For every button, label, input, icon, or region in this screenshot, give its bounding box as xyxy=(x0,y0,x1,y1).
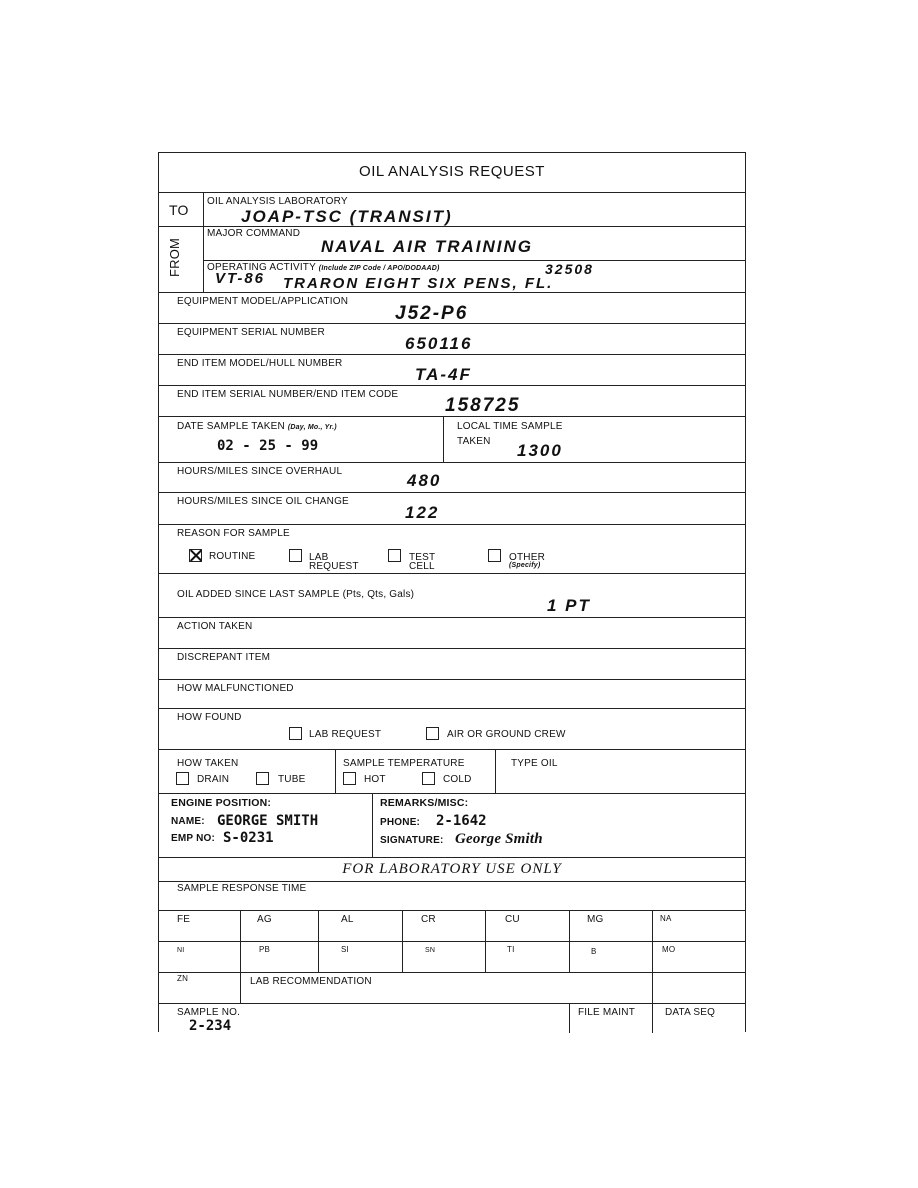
test-cell-checkbox[interactable] xyxy=(388,549,401,562)
to-label: TO xyxy=(169,202,189,218)
date-value[interactable]: 02 - 25 - 99 xyxy=(217,438,319,454)
how-found-row xyxy=(159,709,745,750)
to-row xyxy=(159,193,745,227)
lab-label: OIL ANALYSIS LABORATORY xyxy=(207,196,348,207)
remarks-label: REMARKS/MISC: xyxy=(380,797,469,809)
element-si: SI xyxy=(341,945,349,954)
form-title: OIL ANALYSIS REQUEST xyxy=(359,163,545,180)
cold-label: COLD xyxy=(443,774,472,785)
oil-analysis-request-form xyxy=(158,152,746,1032)
from-block xyxy=(159,227,745,293)
date-label: DATE SAMPLE TAKEN (Day, Mo., Yr.) xyxy=(177,421,337,432)
operating-activity-note: (Include ZIP Code / APO/DODAAD) xyxy=(318,265,440,272)
operating-activity-zip[interactable]: 32508 xyxy=(545,261,594,277)
how-found-crew-label: AIR OR GROUND CREW xyxy=(447,729,566,740)
oil-change-label: HOURS/MILES SINCE OIL CHANGE xyxy=(177,496,349,507)
engine-remarks-row xyxy=(159,794,745,858)
response-time-label: SAMPLE RESPONSE TIME xyxy=(177,883,307,894)
element-mg: MG xyxy=(587,914,604,925)
how-found-crew-checkbox[interactable] xyxy=(426,727,439,740)
elements-row-1 xyxy=(159,911,745,942)
how-taken-label: HOW TAKEN xyxy=(177,758,239,769)
local-time-label-2: TAKEN xyxy=(457,436,491,447)
title-row xyxy=(159,153,745,193)
element-cr: CR xyxy=(421,914,436,925)
element-ti: TI xyxy=(507,945,515,954)
drain-checkbox[interactable] xyxy=(176,772,189,785)
element-zn: ZN xyxy=(177,974,189,983)
drain-label: DRAIN xyxy=(197,774,230,785)
how-taken-row xyxy=(159,750,745,794)
elements-row-2 xyxy=(159,942,745,973)
type-oil-label: TYPE OIL xyxy=(511,758,558,769)
element-pb: PB xyxy=(259,945,271,954)
local-time-value[interactable]: 1300 xyxy=(517,441,563,460)
end-item-model-label: END ITEM MODEL/HULL NUMBER xyxy=(177,358,343,369)
sample-no-label: SAMPLE NO. xyxy=(177,1007,241,1018)
local-time-label-1: LOCAL TIME SAMPLE xyxy=(457,421,563,432)
action-label: ACTION TAKEN xyxy=(177,621,253,632)
end-item-model-value[interactable]: TA-4F xyxy=(415,365,472,384)
major-command-value[interactable]: NAVAL AIR TRAINING xyxy=(321,237,533,256)
date-note: (Day, Mo., Yr.) xyxy=(287,424,337,431)
lab-value[interactable]: JOAP-TSC (TRANSIT) xyxy=(241,207,453,226)
end-item-serial-row xyxy=(159,386,745,417)
routine-label: ROUTINE xyxy=(209,551,256,562)
temp-label: SAMPLE TEMPERATURE xyxy=(343,758,465,769)
sample-no-value[interactable]: 2-234 xyxy=(189,1018,232,1034)
equipment-serial-value[interactable]: 650116 xyxy=(405,334,473,353)
reason-label: REASON FOR SAMPLE xyxy=(177,528,290,539)
file-maint-label: FILE MAINT xyxy=(578,1007,636,1018)
end-item-model-row xyxy=(159,355,745,386)
discrepant-label: DISCREPANT ITEM xyxy=(177,652,271,663)
signature-label: SIGNATURE: xyxy=(380,835,444,846)
routine-checkbox[interactable] xyxy=(189,549,202,562)
overhaul-label: HOURS/MILES SINCE OVERHAUL xyxy=(177,466,343,477)
emp-label: EMP NO: xyxy=(171,833,215,844)
operating-activity-value[interactable]: TRARON EIGHT SIX PENS, FL. xyxy=(283,275,554,292)
hot-label: HOT xyxy=(364,774,386,785)
lab-recommendation-label: LAB RECOMMENDATION xyxy=(250,976,372,987)
reason-test-label-1: TEST xyxy=(409,552,436,563)
malfunction-row xyxy=(159,680,745,709)
reason-row xyxy=(159,525,745,574)
reason-lab-label-2: REQUEST xyxy=(309,561,359,572)
how-found-label: HOW FOUND xyxy=(177,712,242,723)
lab-recommendation-row xyxy=(159,973,745,1004)
lab-use-only-row xyxy=(159,858,745,882)
name-value[interactable]: GEORGE SMITH xyxy=(217,813,319,829)
oil-added-label: OIL ADDED SINCE LAST SAMPLE (Pts, Qts, Gals) xyxy=(177,589,415,600)
sample-no-row xyxy=(159,1004,745,1033)
element-sn: SN xyxy=(425,947,436,954)
equipment-model-value[interactable]: J52-P6 xyxy=(395,303,469,324)
element-al: AL xyxy=(341,914,354,925)
major-command-row xyxy=(203,227,745,261)
phone-label: PHONE: xyxy=(380,817,421,828)
operating-activity-label: OPERATING ACTIVITY (Include ZIP Code / APO/DODAAD) xyxy=(207,262,440,273)
signature-value[interactable]: George Smith xyxy=(455,831,543,847)
oil-change-value[interactable]: 122 xyxy=(405,503,440,522)
equipment-model-row xyxy=(159,293,745,324)
data-seq-label: DATA SEQ xyxy=(665,1007,716,1018)
tube-checkbox[interactable] xyxy=(256,772,269,785)
action-row xyxy=(159,618,745,649)
malfunction-label: HOW MALFUNCTIONED xyxy=(177,683,294,694)
element-na: NA xyxy=(660,914,672,923)
end-item-serial-label: END ITEM SERIAL NUMBER/END ITEM CODE xyxy=(177,389,399,400)
element-b: B xyxy=(591,947,597,956)
lab-request-checkbox[interactable] xyxy=(289,549,302,562)
oil-added-row xyxy=(159,574,745,618)
hot-checkbox[interactable] xyxy=(343,772,356,785)
overhaul-row xyxy=(159,463,745,493)
how-found-lab-checkbox[interactable] xyxy=(289,727,302,740)
emp-value[interactable]: S-0231 xyxy=(223,830,274,846)
date-row xyxy=(159,417,745,463)
phone-value[interactable]: 2-1642 xyxy=(436,813,487,829)
discrepant-row xyxy=(159,649,745,680)
element-fe: FE xyxy=(177,914,191,925)
cold-checkbox[interactable] xyxy=(422,772,435,785)
operating-activity-code[interactable]: VT-86 xyxy=(215,270,266,287)
equipment-serial-label: EQUIPMENT SERIAL NUMBER xyxy=(177,327,325,338)
element-mo: MO xyxy=(662,945,676,954)
reason-test-label-2: CELL xyxy=(409,561,435,572)
equipment-model-label: EQUIPMENT MODEL/APPLICATION xyxy=(177,296,349,307)
element-ag: AG xyxy=(257,914,272,925)
reason-other-label: OTHER xyxy=(509,552,545,563)
how-found-lab-label: LAB REQUEST xyxy=(309,729,382,740)
name-label: NAME: xyxy=(171,816,205,827)
from-label: FROM xyxy=(167,237,182,277)
reason-lab-label-1: LAB xyxy=(309,552,329,563)
tube-label: TUBE xyxy=(278,774,306,785)
response-time-row xyxy=(159,882,745,911)
equipment-serial-row xyxy=(159,324,745,355)
element-cu: CU xyxy=(505,914,520,925)
oil-added-value[interactable]: 1 PT xyxy=(547,596,591,615)
major-command-label: MAJOR COMMAND xyxy=(207,228,301,239)
lab-use-only-heading: FOR LABORATORY USE ONLY xyxy=(342,861,562,877)
reason-other-note: (Specify) xyxy=(509,562,541,569)
oil-change-row xyxy=(159,493,745,525)
engine-position-label: ENGINE POSITION: xyxy=(171,797,272,809)
element-ni: NI xyxy=(177,947,185,954)
overhaul-value[interactable]: 480 xyxy=(407,471,442,490)
operating-activity-row xyxy=(203,260,745,293)
other-checkbox[interactable] xyxy=(488,549,501,562)
end-item-serial-value[interactable]: 158725 xyxy=(445,395,521,416)
